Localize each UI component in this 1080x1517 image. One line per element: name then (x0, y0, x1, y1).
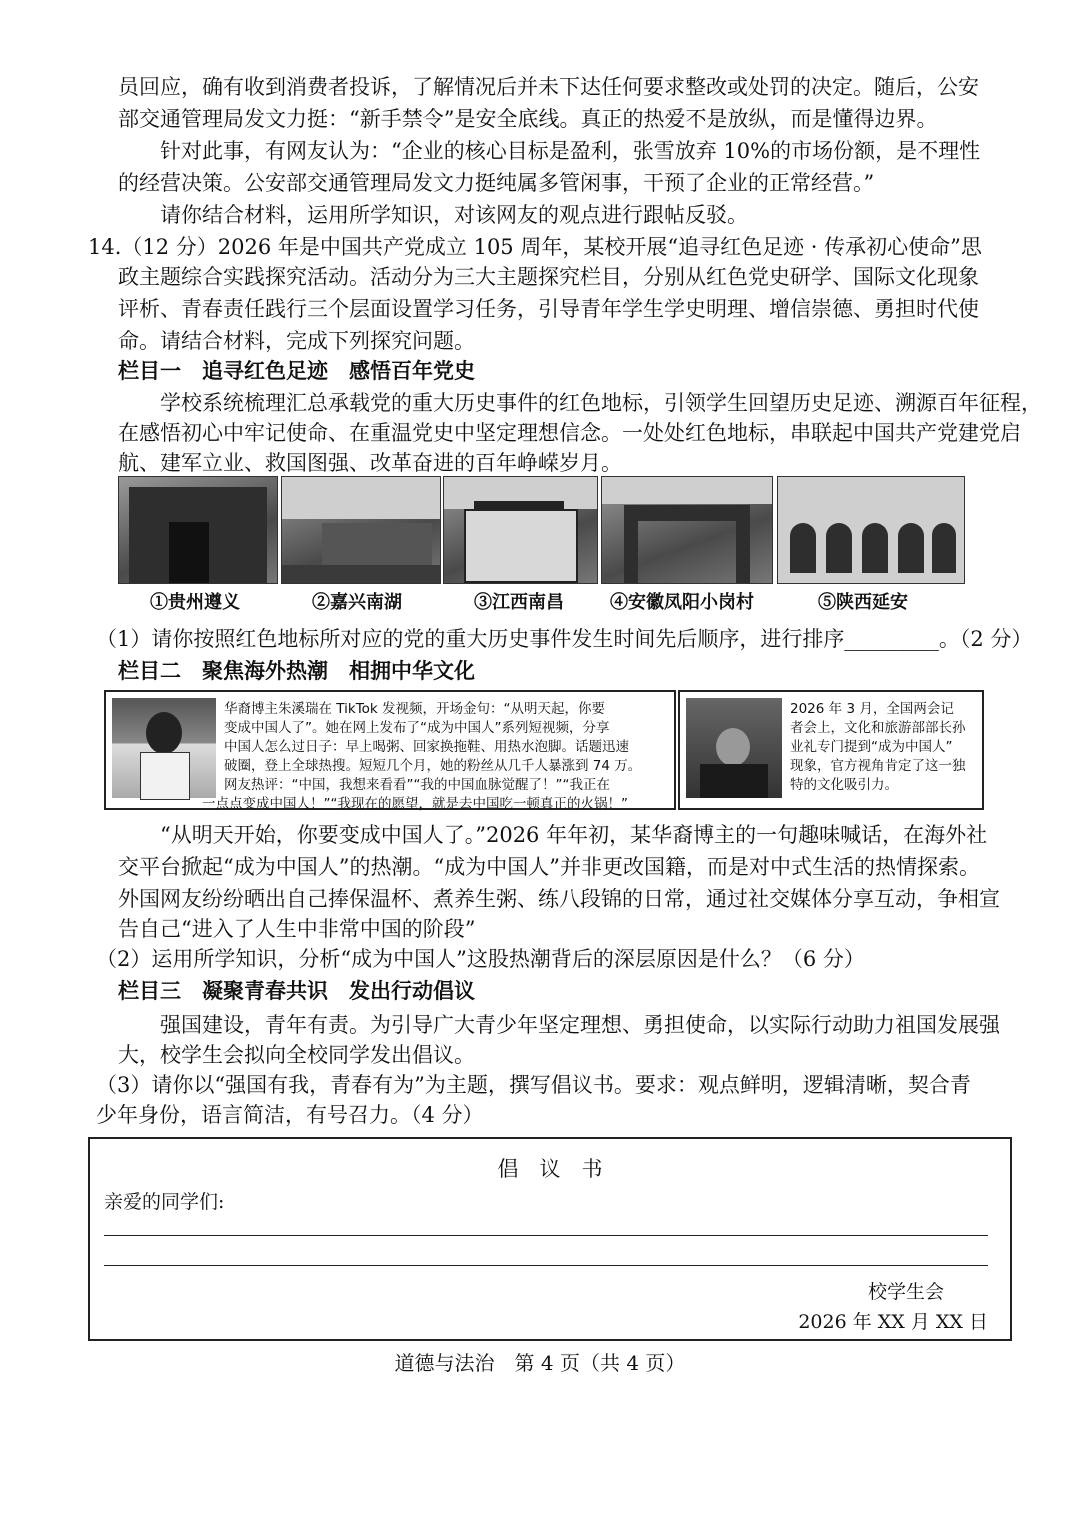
box-line: 特的文化吸引力。 (790, 777, 898, 793)
box-line: 破圈，登上全球热搜。短短几个月，她的粉丝从几千人暴涨到 74 万。 (224, 758, 642, 774)
question-14-line: 政主题综合实践探究活动。活动分为三大主题探究栏目，分别从红色党史研学、国际文化现象 (118, 265, 979, 289)
text-line: 部交通管理局发文力挺：“新手禁令”是安全底线。真正的热爱不是放纵，而是懂得边界。 (118, 107, 938, 131)
text-line: 外国网友纷纷晒出自己捧保温杯、煮养生粥、练八段锦的日常，通过社交媒体分享互动，争相宣 (118, 887, 1000, 911)
page-footer: 道德与法治 第 4 页（共 4 页） (394, 1351, 686, 1375)
landmark-caption: ①贵州遵义 (150, 592, 240, 613)
text-line: 请你结合材料，运用所学知识，对该网友的观点进行跟帖反驳。 (160, 203, 748, 227)
text-line: 针对此事，有网友认为：“企业的核心目标是盈利，张雪放弃 10%的市场份额，是不理性 (160, 139, 981, 163)
proposal-title: 倡 议 书 (497, 1157, 603, 1181)
box-line: 现象，官方视角肯定了这一独 (790, 758, 966, 774)
question-3: （3）请你以“强国有我，青春有为”为主题，撰写倡议书。要求：观点鲜明，逻辑清晰，契合青 (96, 1073, 971, 1097)
text-line: 的经营决策。公安部交通管理局发文力挺纯属多管闲事，干预了企业的正常经营。” (118, 171, 875, 195)
question-1: （1）请你按照红色地标所对应的党的重大历史事件发生时间先后顺序，进行排序_________。（2 分） (96, 627, 1033, 651)
text-line: 学校系统梳理汇总承载党的重大历史事件的红色地标，引领学生回望历史足迹、溯源百年征程， (160, 391, 1042, 415)
landmark-caption: ⑤陕西延安 (818, 592, 908, 613)
text-line: 在感悟初心中牢记使命、在重温党史中坚定理想信念。一处处红色地标，串联起中国共产党建党启 (118, 421, 1021, 445)
section-1-title: 栏目一 追寻红色足迹 感悟百年党史 (118, 359, 475, 383)
box-line: 变成中国人了”。她在网上发布了“成为中国人”系列短视频，分享 (224, 720, 610, 736)
writing-line[interactable] (104, 1235, 988, 1236)
news-box-press (678, 690, 984, 810)
proposal-date: 2026 年 XX 月 XX 日 (798, 1311, 988, 1333)
landmark-photo-xiaogang (601, 476, 773, 584)
landmark-photo-yanan (777, 476, 965, 584)
landmark-caption: ②嘉兴南湖 (312, 592, 402, 613)
proposal-signer: 校学生会 (867, 1281, 944, 1303)
proposal-answer-box (88, 1137, 1012, 1341)
proposal-greeting: 亲爱的同学们: (104, 1191, 225, 1213)
question-14-line: 14.（12 分）2026 年是中国共产党成立 105 周年，某校开展“追寻红色足迹 · 传承初心使命”思 (88, 235, 982, 259)
minister-photo (686, 698, 782, 798)
question-14-line: 评析、青春责任践行三个层面设置学习任务，引导青年学生学史明理、增信崇德、勇担时代使 (118, 297, 979, 321)
question-2: （2）运用所学知识，分析“成为中国人”这股热潮背后的深层原因是什么？（6 分） (96, 947, 865, 971)
landmark-photo-zunyi (118, 476, 278, 584)
text-line: 告自己“进入了人生中非常中国的阶段” (118, 917, 476, 941)
text-line: 航、建军立业、救国图强、改革奋进的百年峥嵘岁月。 (118, 451, 622, 475)
section-3-title: 栏目三 凝聚青春共识 发出行动倡议 (118, 979, 475, 1003)
landmark-photo-jiaxing (281, 476, 441, 584)
text-line: “从明天开始，你要变成中国人了。”2026 年年初，某华裔博主的一句趣味喊话，在海外社 (160, 823, 988, 847)
blogger-photo (112, 698, 216, 798)
box-line: 者会上，文化和旅游部部长孙 (790, 720, 966, 736)
question-14-line: 命。请结合材料，完成下列探究问题。 (118, 329, 475, 353)
news-box-tiktok (104, 690, 676, 810)
landmark-caption: ④安徽凤阳小岗村 (610, 592, 754, 613)
box-line: 网友热评：“中国，我想来看看”“我的中国血脉觉醒了！”“我正在 (224, 777, 610, 793)
landmark-caption: ③江西南昌 (474, 592, 564, 613)
box-line: 2026 年 3 月，全国两会记 (790, 701, 954, 717)
writing-line[interactable] (104, 1265, 988, 1266)
box-line: 一点点变成中国人！”“我现在的愿望，就是去中国吃一顿真正的火锅！” (202, 796, 628, 812)
box-line: 华裔博主朱溪瑞在 TikTok 发视频，开场金句：“从明天起，你要 (224, 701, 606, 717)
box-line: 业礼专门提到“成为中国人” (790, 739, 953, 755)
text-line: 交平台掀起“成为中国人”的热潮。“成为中国人”并非更改国籍，而是对中式生活的热情探索。 (118, 855, 980, 879)
text-line: 大，校学生会拟向全校同学发出倡议。 (118, 1043, 475, 1067)
box-line: 中国人怎么过日子：早上喝粥、回家换拖鞋、用热水泡脚。话题迅速 (224, 739, 629, 755)
text-line: 强国建设，青年有责。为引导广大青少年坚定理想、勇担使命，以实际行动助力祖国发展强 (160, 1013, 1000, 1037)
landmark-photo-nanchang (443, 476, 598, 584)
question-3: 少年身份，语言简洁，有号召力。（4 分） (96, 1103, 484, 1127)
section-2-title: 栏目二 聚焦海外热潮 相拥中华文化 (118, 659, 475, 683)
text-line: 员回应，确有收到消费者投诉，了解情况后并未下达任何要求整改或处罚的决定。随后，公安 (118, 75, 979, 99)
